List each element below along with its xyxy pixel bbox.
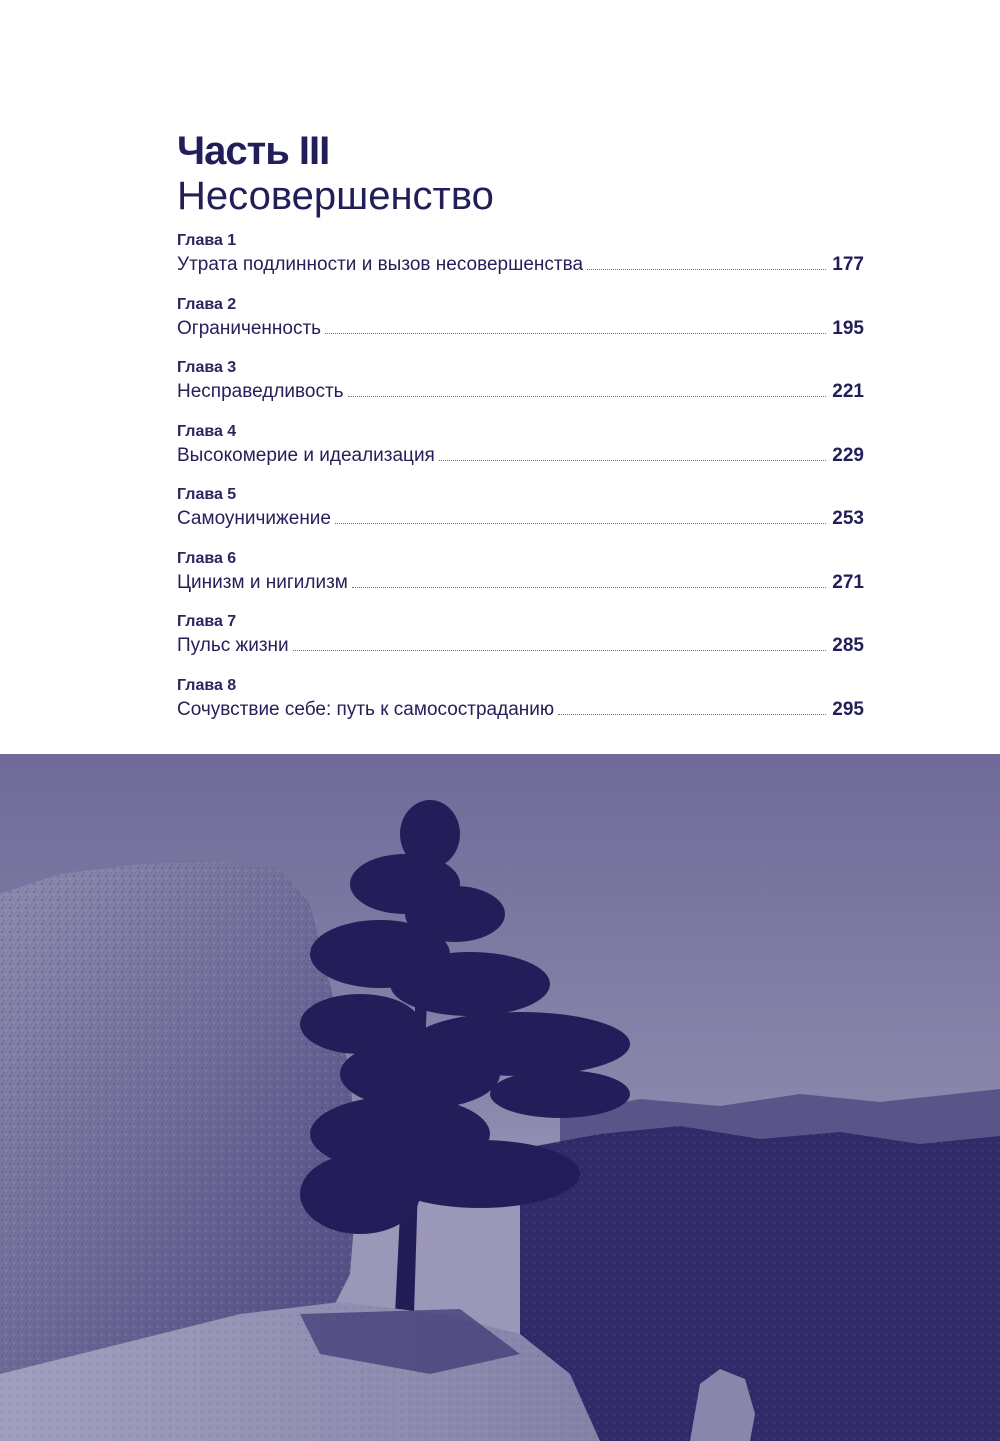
chapter-title: Сочувствие себе: путь к самосостраданию xyxy=(177,698,555,720)
chapter-page-number: 271 xyxy=(832,571,864,593)
landscape-photo xyxy=(0,754,1000,1441)
chapter-title: Несправедливость xyxy=(177,381,344,402)
dot-leader xyxy=(293,650,827,651)
chapter-row xyxy=(177,697,864,723)
toc-entry-8[interactable] xyxy=(177,675,864,739)
part-title: Несовершенство xyxy=(177,174,494,218)
chapter-row xyxy=(177,506,864,532)
dot-leader xyxy=(325,333,826,334)
table-of-contents xyxy=(177,128,864,738)
chapter-page-number: 177 xyxy=(832,254,864,275)
chapter-title: Высокомерие и идеализация xyxy=(177,444,435,466)
chapter-page-number: 221 xyxy=(832,381,864,402)
dot-leader xyxy=(587,269,826,270)
toc-entry-7[interactable] xyxy=(177,611,864,675)
dot-leader xyxy=(558,714,826,715)
chapter-label: Глава 7 xyxy=(177,613,237,630)
toc-entry-2[interactable] xyxy=(177,294,864,358)
chapter-label: Глава 2 xyxy=(177,295,237,313)
chapter-title: Ограниченность xyxy=(177,317,322,339)
chapter-row xyxy=(177,443,864,469)
chapter-title: Пульс жизни xyxy=(177,635,289,656)
chapter-label: Глава 6 xyxy=(177,549,237,567)
chapter-title: Самоуничижение xyxy=(177,508,331,529)
chapter-page-number: 229 xyxy=(832,444,864,466)
dot-leader xyxy=(439,460,826,461)
toc-entry-5[interactable] xyxy=(177,484,864,548)
chapter-row xyxy=(177,570,864,596)
part-label: Часть III xyxy=(177,129,330,173)
chapter-row xyxy=(177,316,864,342)
toc-entry-3[interactable] xyxy=(177,357,864,421)
dot-leader xyxy=(348,396,827,397)
toc-entry-1[interactable] xyxy=(177,230,864,294)
chapter-page-number: 253 xyxy=(832,508,864,529)
chapter-row xyxy=(177,252,864,278)
chapter-label: Глава 4 xyxy=(177,422,237,440)
chapter-row xyxy=(177,379,864,405)
chapter-title: Утрата подлинности и вызов несовершенства xyxy=(177,254,584,275)
chapter-label: Глава 3 xyxy=(177,359,237,376)
chapter-label: Глава 5 xyxy=(177,486,237,503)
chapter-page-number: 295 xyxy=(832,698,864,720)
chapter-page-number: 285 xyxy=(832,635,864,656)
chapter-row xyxy=(177,633,864,659)
dot-leader xyxy=(352,587,826,588)
chapter-page-number: 195 xyxy=(832,317,864,339)
chapter-label: Глава 8 xyxy=(177,676,237,694)
chapter-title: Цинизм и нигилизм xyxy=(177,571,348,593)
dot-leader xyxy=(335,523,826,524)
toc-entry-4[interactable] xyxy=(177,421,864,485)
chapter-label: Глава 1 xyxy=(177,232,237,249)
landscape-illustration xyxy=(0,754,1000,1441)
toc-entry-6[interactable] xyxy=(177,548,864,612)
